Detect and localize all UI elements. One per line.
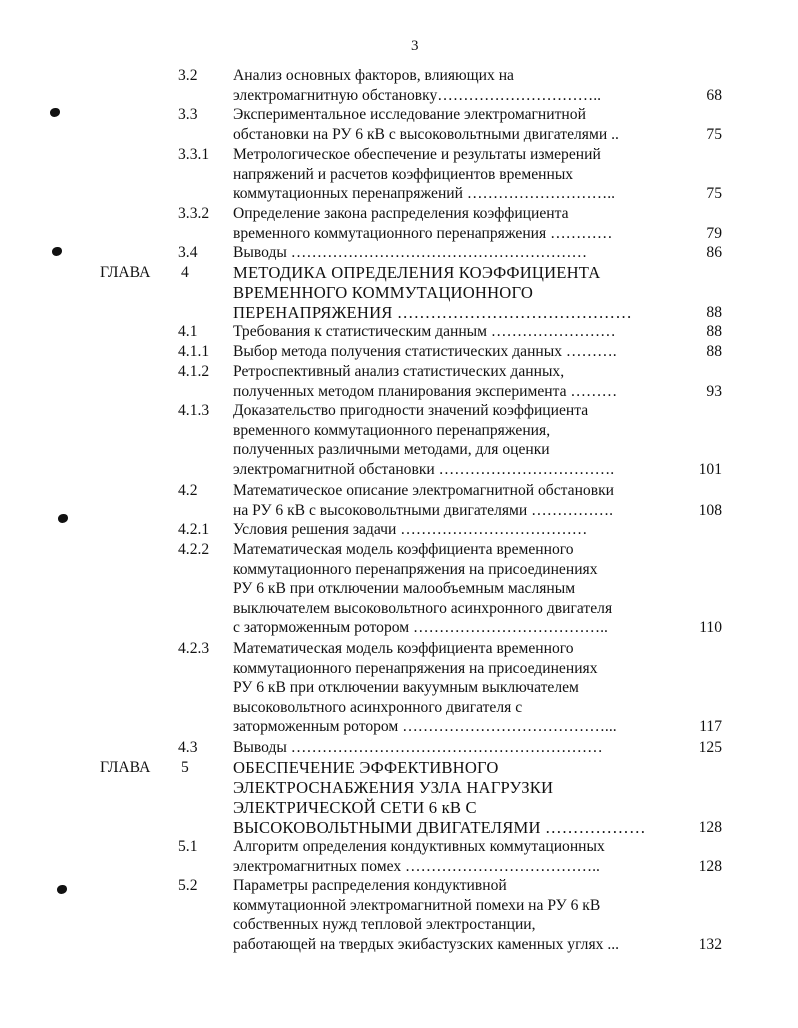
entry-title-line: коммутационного перенапряжения на присоединениях [233, 659, 598, 677]
entry-title-line: Выбор метода получения статистических данных ………. [233, 343, 617, 360]
entry-title-line: МЕТОДИКА ОПРЕДЕЛЕНИЯ КОЭФФИЦИЕНТА [233, 263, 601, 282]
page-ref: 93 [706, 382, 722, 400]
section-number: 4.1.1 [178, 343, 210, 360]
entry-title-line: высоковольтного асинхронного двигателя с [233, 698, 523, 716]
entry-title-line: Условия решения задачи ……………………………… [233, 521, 588, 538]
entry-title-line: полученных различными методами, для оценки [233, 441, 550, 459]
chapter-label: ГЛАВА [100, 264, 151, 281]
entry-title-line: напряжений и расчетов коэффициентов временных [233, 165, 574, 183]
entry-title-line: обстановки на РУ 6 кВ с высоковольтными двигателями .. [233, 125, 619, 143]
page-ref: 75 [706, 125, 722, 143]
entry-title-line: Параметры распределения кондуктивной [233, 877, 507, 894]
page-ref: 117 [699, 718, 722, 736]
scan-speck [57, 885, 67, 894]
page-ref: 108 [698, 501, 722, 519]
entry-title-line: собственных нужд тепловой электростанции, [233, 916, 536, 934]
section-number: 5 [181, 759, 189, 776]
section-number: 3.3 [178, 106, 198, 123]
entry-title-line: ВРЕМЕННОГО КОММУТАЦИОННОГО [233, 283, 534, 302]
entry-title-line: РУ 6 кВ при отключении вакуумным выключателем [233, 679, 579, 697]
page-ref: 110 [699, 619, 722, 637]
entry-title-line: электромагнитных помех ……………………………….. [233, 857, 600, 875]
entry-title-line: на РУ 6 кВ с высоковольтными двигателями ……………. [233, 501, 614, 519]
section-number: 5.2 [178, 877, 198, 894]
entry-title-line: ВЫСОКОВОЛЬТНЫМИ ДВИГАТЕЛЯМИ ……………… [233, 818, 646, 837]
section-number: 4.2.2 [178, 541, 210, 558]
entry-title-line: ОБЕСПЕЧЕНИЕ ЭФФЕКТИВНОГО [233, 758, 499, 777]
section-number: 3.2 [178, 67, 198, 84]
entry-title-line: Определение закона распределения коэффициента [233, 205, 569, 222]
section-number: 4.1.3 [178, 402, 210, 419]
page-ref: 88 [706, 323, 722, 340]
entry-title-line: Ретроспективный анализ статистических данных, [233, 363, 565, 380]
page-ref: 128 [698, 857, 722, 875]
entry-title-line: временного коммутационного перенапряжения, [233, 421, 551, 439]
entry-title-line: ЭЛЕКТРОСНАБЖЕНИЯ УЗЛА НАГРУЗКИ [233, 778, 554, 797]
scan-speck [58, 514, 68, 523]
entry-title-line: Математическая модель коэффициента временного [233, 541, 574, 558]
entry-title-line: Доказательство пригодности значений коэффициента [233, 402, 589, 419]
section-number: 4.3 [178, 739, 198, 756]
entry-title-line: Анализ основных факторов, влияющих на [233, 67, 514, 84]
entry-title-line: Математическая модель коэффициента временного [233, 640, 574, 657]
page-ref: 79 [706, 224, 722, 242]
entry-title-line: Требования к статистическим данным …………………… [233, 323, 616, 340]
entry-title-line: электромагнитную обстановку………………………….. [233, 86, 602, 104]
section-number: 4.2 [178, 482, 198, 499]
section-number: 5.1 [178, 838, 198, 855]
page-ref: 86 [706, 244, 722, 261]
section-number: 3.4 [178, 244, 198, 261]
entry-title-line: коммутационного перенапряжения на присоединениях [233, 560, 598, 578]
entry-title-line: Выводы ………………………………………………… [233, 244, 588, 261]
page-ref: 132 [698, 935, 722, 953]
page-ref: 128 [698, 819, 722, 836]
page-ref: 88 [706, 343, 722, 360]
entry-title-line: коммутационных перенапряжений ……………………….. [233, 185, 616, 203]
entry-title-line: Экспериментальное исследование электромагнитной [233, 106, 586, 123]
page-ref: 125 [698, 739, 722, 756]
entry-title-line: с заторможенным ротором ……………………………….. [233, 619, 608, 637]
section-number: 3.3.1 [178, 146, 210, 163]
entry-title-line: Метрологическое обеспечение и результаты измерений [233, 146, 601, 163]
page-ref: 101 [698, 460, 722, 478]
page-ref: 68 [706, 86, 722, 104]
section-number: 4.1.2 [178, 363, 210, 380]
page-number: 3 [411, 38, 419, 54]
section-number: 4 [181, 264, 189, 281]
page-ref: 75 [706, 185, 722, 203]
entry-title-line: Математическое описание электромагнитной обстановки [233, 482, 615, 499]
entry-title-line: Алгоритм определения кондуктивных коммутационных [233, 838, 605, 855]
section-number: 4.1 [178, 323, 198, 340]
chapter-label: ГЛАВА [100, 759, 151, 776]
section-number: 3.3.2 [178, 205, 210, 222]
entry-title-line: выключателем высоковольтного асинхронного двигателя [233, 599, 613, 617]
entry-title-line: коммутационной электромагнитной помехи на РУ 6 кВ [233, 896, 601, 914]
entry-title-line: электромагнитной обстановки ……………………………. [233, 460, 615, 478]
entry-title-line: Выводы …………………………………………………… [233, 739, 603, 756]
entry-title-line: ПЕРЕНАПРЯЖЕНИЯ …………………………………… [233, 303, 632, 322]
scan-speck [50, 108, 60, 117]
section-number: 4.2.1 [178, 521, 210, 538]
entry-title-line: работающей на твердых экибастузских каменных углях ... [233, 935, 620, 953]
entry-title-line: РУ 6 кВ при отключении малообъемным масляным [233, 580, 576, 598]
page-ref: 88 [706, 304, 722, 321]
entry-title-line: временного коммутационного перенапряжения ………… [233, 224, 613, 242]
entry-title-line: заторможенным ротором …………………………………... [233, 718, 617, 736]
scan-speck [52, 247, 62, 256]
entry-title-line: ЭЛЕКТРИЧЕСКОЙ СЕТИ 6 кВ С [233, 798, 477, 817]
entry-title-line: полученных методом планирования эксперимента ……… [233, 382, 618, 400]
section-number: 4.2.3 [178, 640, 210, 657]
